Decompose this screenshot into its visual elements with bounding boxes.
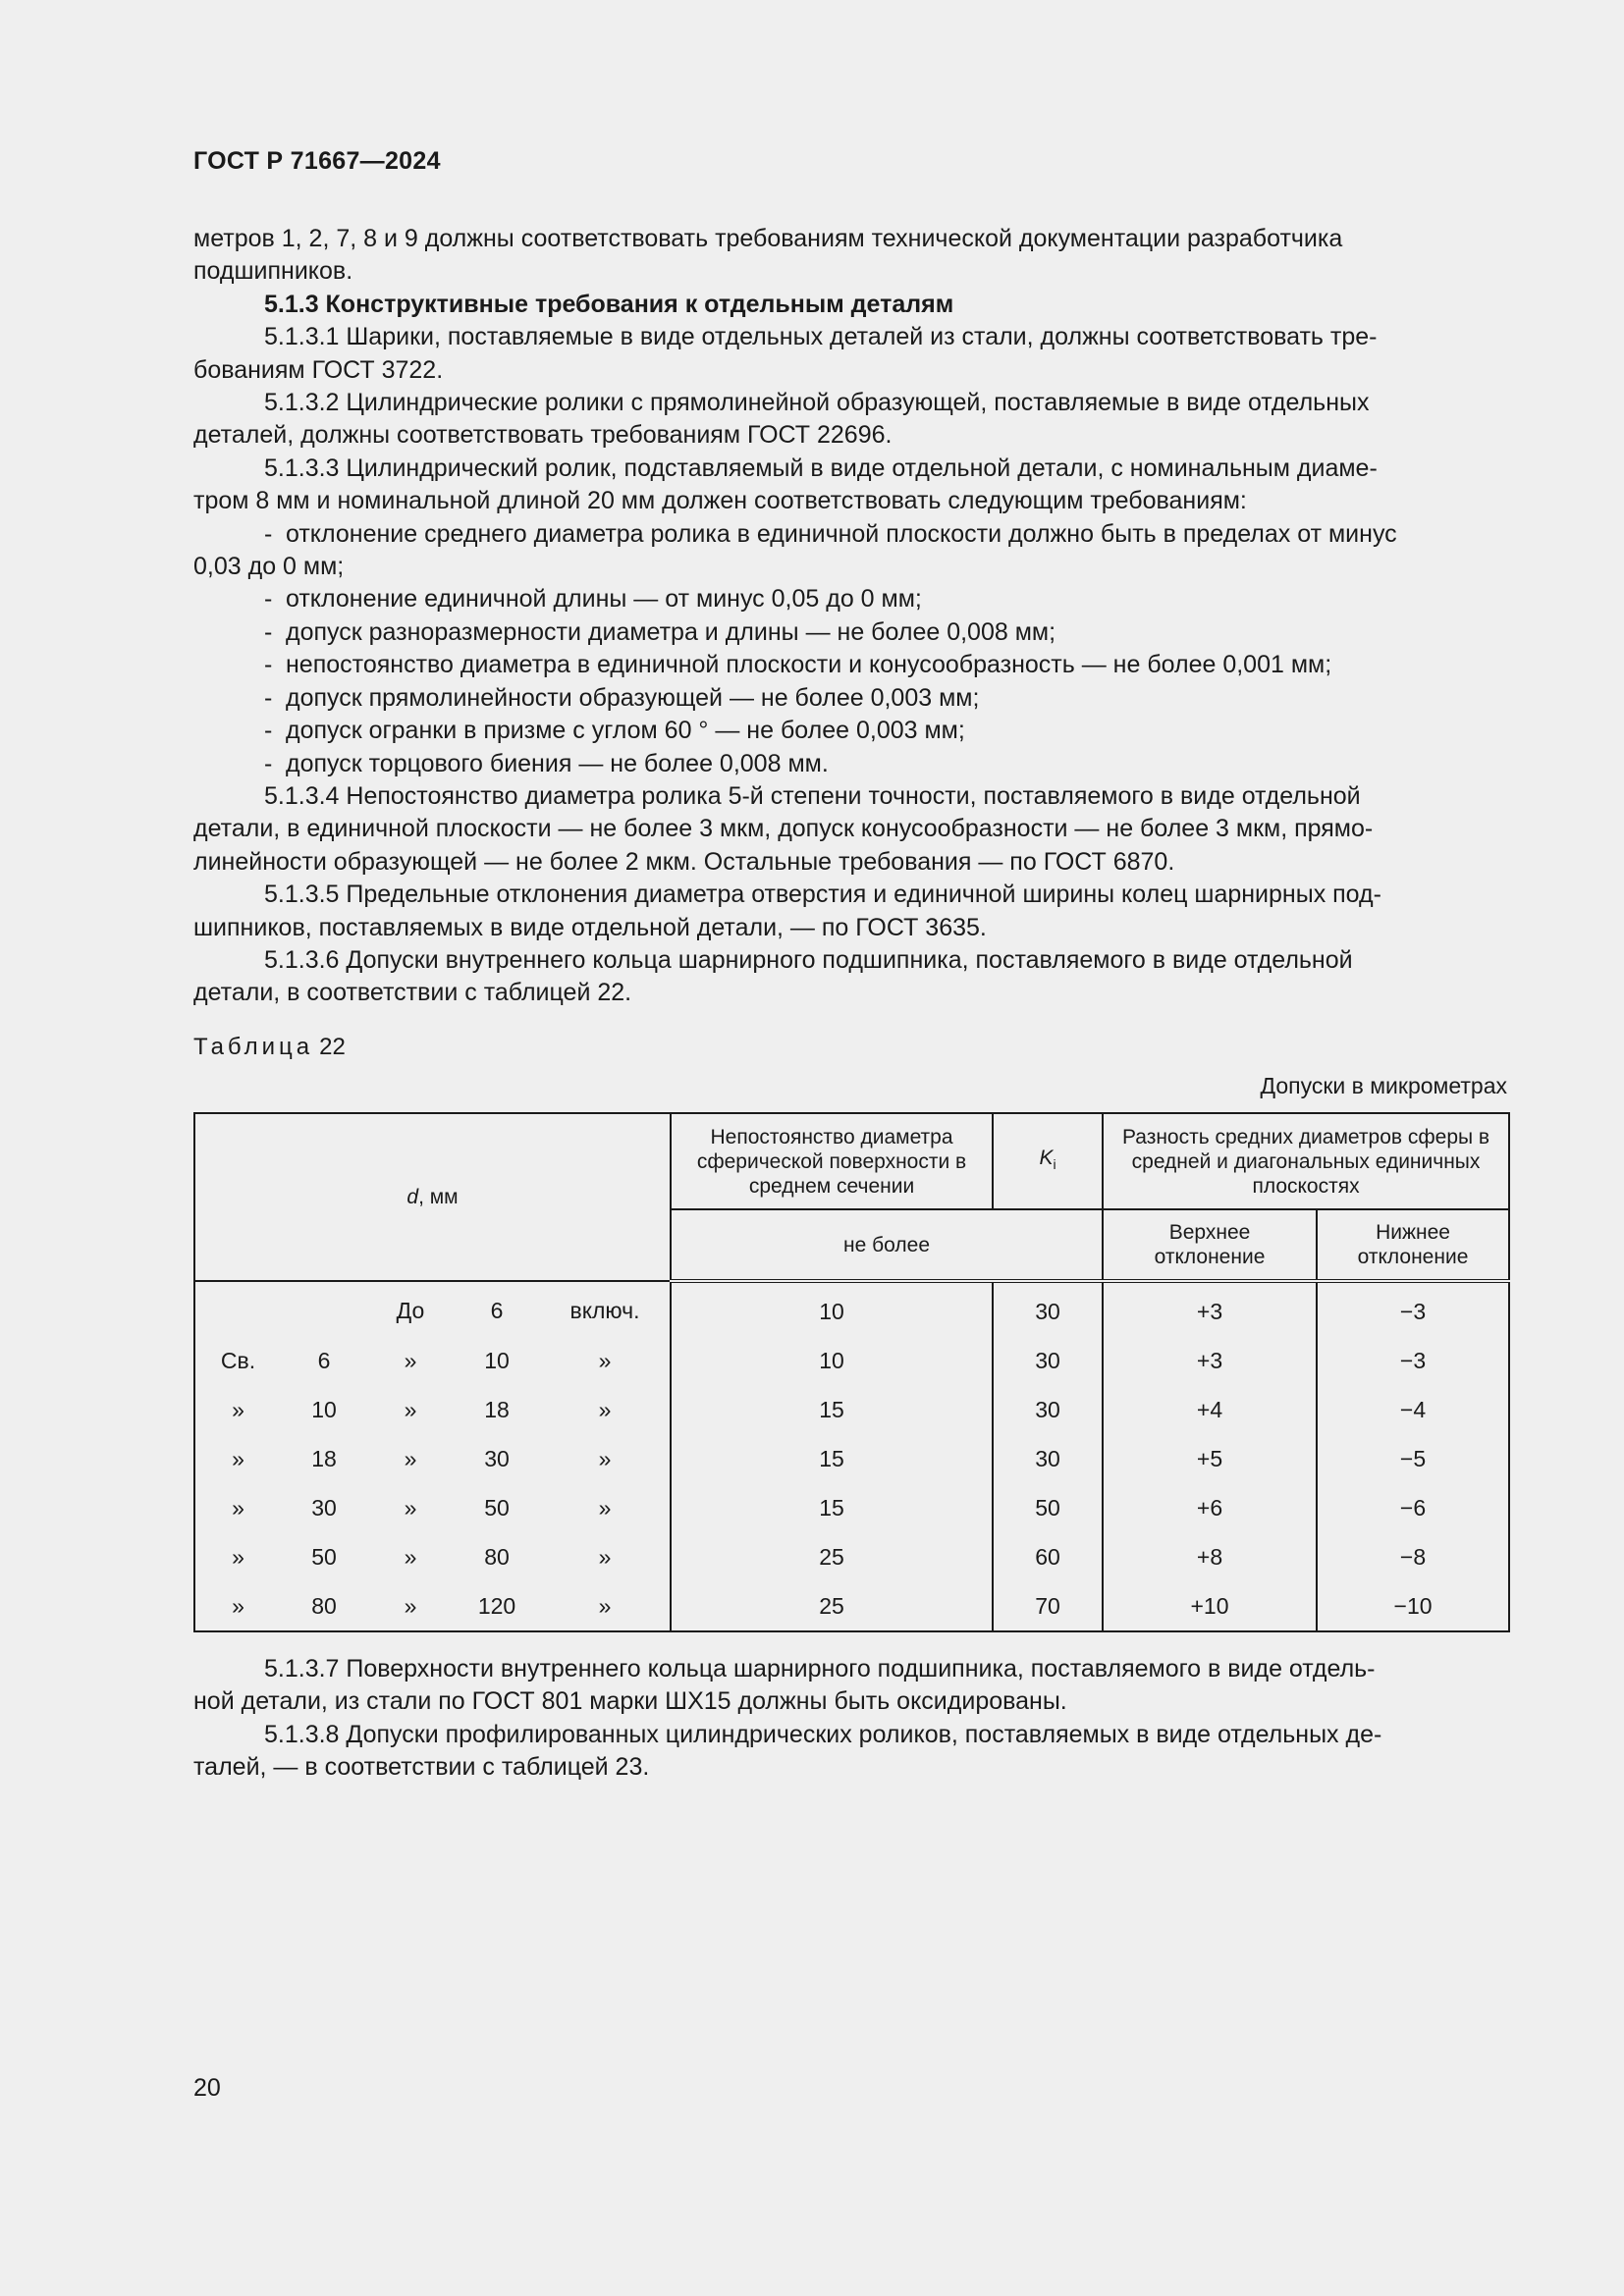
cell-range-to: 18: [484, 1396, 510, 1422]
table-caption: [193, 1034, 346, 1061]
cell-ki: 30: [993, 1385, 1103, 1434]
dash-marker: -: [264, 749, 273, 777]
header-diameter-difference: Разность средних диаметров сферы в средней и диагональных единичных плоскостях: [1103, 1113, 1509, 1209]
cell-range-from: 30: [311, 1494, 337, 1521]
cell-range-word: »: [404, 1494, 417, 1521]
cell-ki: 30: [993, 1281, 1103, 1336]
list-item-text: допуск разноразмерности диаметра и длины — не более 0,008 мм;: [286, 617, 1056, 646]
cell-upper-deviation: +4: [1103, 1385, 1317, 1434]
cell-range-from: 18: [311, 1445, 337, 1471]
cell-range-to: 10: [484, 1347, 510, 1373]
cell-nonconstancy: 15: [671, 1385, 993, 1434]
paragraph-line: подшипников.: [193, 257, 353, 286]
dash-marker: -: [264, 519, 273, 548]
cell-nonconstancy: 15: [671, 1483, 993, 1532]
cell-upper-deviation: +3: [1103, 1336, 1317, 1385]
cell-upper-deviation: +8: [1103, 1532, 1317, 1581]
paragraph-line: талей, — в соответствии с таблицей 23.: [193, 1753, 650, 1782]
cell-range-prefix: Св.: [194, 1336, 281, 1385]
table-row: [194, 1532, 1509, 1581]
header-k-symbol: K: [1039, 1146, 1054, 1169]
cell-range-prefix: »: [194, 1581, 281, 1631]
cell-range-suffix: »: [540, 1385, 671, 1434]
cell-upper-deviation: +3: [1103, 1281, 1317, 1336]
cell-range-suffix: »: [540, 1336, 671, 1385]
header-nonconstancy: Непостоянство диаметра сферической поверхности в среднем сечении: [671, 1113, 993, 1209]
paragraph-line: детали, в соответствии с таблицей 22.: [193, 979, 632, 1007]
cell-range-from: 80: [281, 1581, 367, 1631]
cell-range-word: »: [404, 1396, 417, 1422]
table-caption-number: 22: [319, 1034, 346, 1060]
header-upper-deviation: Верхнее отклонение: [1103, 1209, 1317, 1281]
paragraph-line: 5.1.3.5 Предельные отклонения диаметра отверстия и единичной ширины колец шарнирных под-: [264, 881, 1381, 909]
cell-upper-deviation: +10: [1103, 1581, 1317, 1631]
list-item: [193, 682, 1507, 715]
cell-range-prefix: »: [194, 1385, 281, 1434]
cell-nonconstancy: 10: [671, 1336, 993, 1385]
cell-range-prefix: »: [194, 1483, 281, 1532]
table-row: [194, 1434, 1509, 1483]
cell-range-word: »: [404, 1445, 417, 1471]
list-item-text: отклонение среднего диаметра ролика в единичной плоскости должно быть в пределах от минус: [286, 519, 1397, 548]
header-d-symbol: d: [406, 1186, 419, 1208]
dash-marker: -: [264, 617, 273, 646]
header-ki: [993, 1113, 1103, 1209]
cell-nonconstancy: 15: [671, 1434, 993, 1483]
cell-range-suffix: включ.: [540, 1281, 671, 1336]
cell-range-from: 10: [311, 1396, 337, 1422]
dash-marker: -: [264, 717, 273, 745]
paragraph-line: 5.1.3.7 Поверхности внутреннего кольца шарнирного подшипника, поставляемого в виде отдель-: [264, 1655, 1376, 1682]
paragraph-line: тром 8 мм и номинальной длиной 20 мм должен соответствовать следующим требованиям:: [193, 487, 1247, 515]
cell-lower-deviation: −6: [1317, 1483, 1509, 1532]
table-caption-word: Таблица: [193, 1034, 314, 1060]
cell-range-word: »: [404, 1347, 417, 1373]
cell-range-prefix: »: [194, 1434, 281, 1483]
cell-range-to: 80: [484, 1543, 510, 1570]
cell-range-from: 6: [317, 1347, 331, 1373]
dash-marker: -: [264, 683, 273, 712]
list-item: [193, 649, 1507, 681]
paragraph-line: 5.1.3.6 Допуски внутреннего кольца шарнирного подшипника, поставляемого в виде отдельной: [264, 945, 1353, 974]
cell-lower-deviation: −10: [1317, 1581, 1509, 1631]
cell-range-from: 50: [311, 1543, 337, 1570]
paragraph-line: 5.1.3.3 Цилиндрический ролик, подставляемый в виде отдельной детали, с номинальным диаме-: [264, 454, 1378, 482]
cell-range-word: »: [404, 1543, 417, 1570]
cell-upper-deviation: +5: [1103, 1434, 1317, 1483]
section-title: 5.1.3 Конструктивные требования к отдельным деталям: [264, 290, 954, 318]
list-item: [193, 583, 1507, 615]
paragraph-line: деталей, должны соответствовать требованиям ГОСТ 22696.: [193, 421, 893, 450]
cell-ki: 60: [993, 1532, 1103, 1581]
list-item-text: непостоянство диаметра в единичной плоскости и конусообразность — не более 0,001 мм;: [286, 651, 1332, 679]
cell-lower-deviation: −8: [1317, 1532, 1509, 1581]
header-diameter: [194, 1113, 671, 1281]
paragraph-line: метров 1, 2, 7, 8 и 9 должны соответствовать требованиям технической документации разработчика: [193, 225, 1343, 252]
paragraph-line: ной детали, из стали по ГОСТ 801 марки ШХ15 должны быть оксидированы.: [193, 1687, 1067, 1716]
cell-lower-deviation: −3: [1317, 1336, 1509, 1385]
paragraph-line: линейности образующей — не более 2 мкм. Остальные требования — по ГОСТ 6870.: [193, 847, 1175, 876]
paragraph-line: бованиям ГОСТ 3722.: [193, 355, 444, 384]
body-text: [193, 223, 1507, 1010]
header-d-unit: , мм: [418, 1186, 459, 1208]
table-row: [194, 1483, 1509, 1532]
table-body: [194, 1281, 1509, 1631]
list-item: [193, 715, 1507, 747]
cell-nonconstancy: 10: [671, 1281, 993, 1336]
paragraph-line: 5.1.3.8 Допуски профилированных цилиндрических роликов, поставляемых в виде отдельных де-: [264, 1720, 1382, 1748]
cell-range-prefix: [194, 1281, 281, 1336]
paragraph-line: 5.1.3.4 Непостоянство диаметра ролика 5-й степени точности, поставляемого в виде отдельной: [264, 781, 1361, 810]
header-lower-deviation: Нижнее отклонение: [1317, 1209, 1509, 1281]
list-item-text: допуск торцового биения — не более 0,008 мм.: [286, 749, 829, 777]
cell-range-prefix: »: [194, 1532, 281, 1581]
list-item: [193, 616, 1507, 649]
list-item: [193, 518, 1507, 551]
cell-ki: 30: [993, 1336, 1103, 1385]
cell-range-word: »: [367, 1581, 454, 1631]
cell-ki: 70: [993, 1581, 1103, 1631]
list-item: [193, 748, 1507, 780]
tolerance-table: [193, 1112, 1510, 1632]
cell-range-from: [281, 1281, 367, 1336]
paragraph-line: 5.1.3.2 Цилиндрические ролики с прямолинейной образующей, поставляемые в виде отдельных: [264, 389, 1370, 417]
paragraph-line: детали, в единичной плоскости — не более 3 мкм, допуск конусообразности — не более 3 мкм, прямо-: [193, 815, 1374, 843]
table-row: [194, 1281, 1509, 1336]
dash-marker: -: [264, 651, 273, 679]
list-item-text: отклонение единичной длины — от минус 0,05 до 0 мм;: [286, 585, 922, 614]
after-table-text: [193, 1653, 1507, 1785]
header-k-subscript: i: [1053, 1156, 1056, 1173]
list-item-continuation: 0,03 до 0 мм;: [193, 553, 345, 581]
cell-nonconstancy: 25: [671, 1581, 993, 1631]
list-item-text: допуск огранки в призме с углом 60 ° — не более 0,003 мм;: [286, 717, 965, 745]
list-item-text: допуск прямолинейности образующей — не более 0,003 мм;: [286, 683, 980, 712]
table-row: [194, 1581, 1509, 1631]
cell-range-to: 120: [454, 1581, 540, 1631]
cell-range-to: 50: [484, 1494, 510, 1521]
cell-lower-deviation: −5: [1317, 1434, 1509, 1483]
paragraph-line: 5.1.3.1 Шарики, поставляемые в виде отдельных деталей из стали, должны соответствовать тре-: [264, 323, 1378, 351]
cell-nonconstancy: 25: [671, 1532, 993, 1581]
cell-upper-deviation: +6: [1103, 1483, 1317, 1532]
header-not-more: не более: [671, 1209, 1103, 1281]
cell-range-to: 30: [484, 1445, 510, 1471]
dash-marker: -: [264, 585, 273, 614]
cell-range-to: 6: [490, 1298, 504, 1323]
table-units: Допуски в микрометрах: [1260, 1073, 1507, 1098]
cell-range-suffix: »: [540, 1434, 671, 1483]
cell-range-suffix: »: [540, 1581, 671, 1631]
table-row: [194, 1385, 1509, 1434]
table-row: [194, 1336, 1509, 1385]
cell-range-suffix: »: [540, 1532, 671, 1581]
cell-ki: 50: [993, 1483, 1103, 1532]
cell-range-word: До: [396, 1298, 425, 1323]
cell-lower-deviation: −4: [1317, 1385, 1509, 1434]
document-header: ГОСТ Р 71667—2024: [193, 147, 441, 175]
cell-lower-deviation: −3: [1317, 1281, 1509, 1336]
cell-ki: 30: [993, 1434, 1103, 1483]
cell-range-suffix: »: [540, 1483, 671, 1532]
paragraph-line: шипников, поставляемых в виде отдельной детали, — по ГОСТ 3635.: [193, 913, 987, 941]
page-number: 20: [193, 2074, 221, 2102]
